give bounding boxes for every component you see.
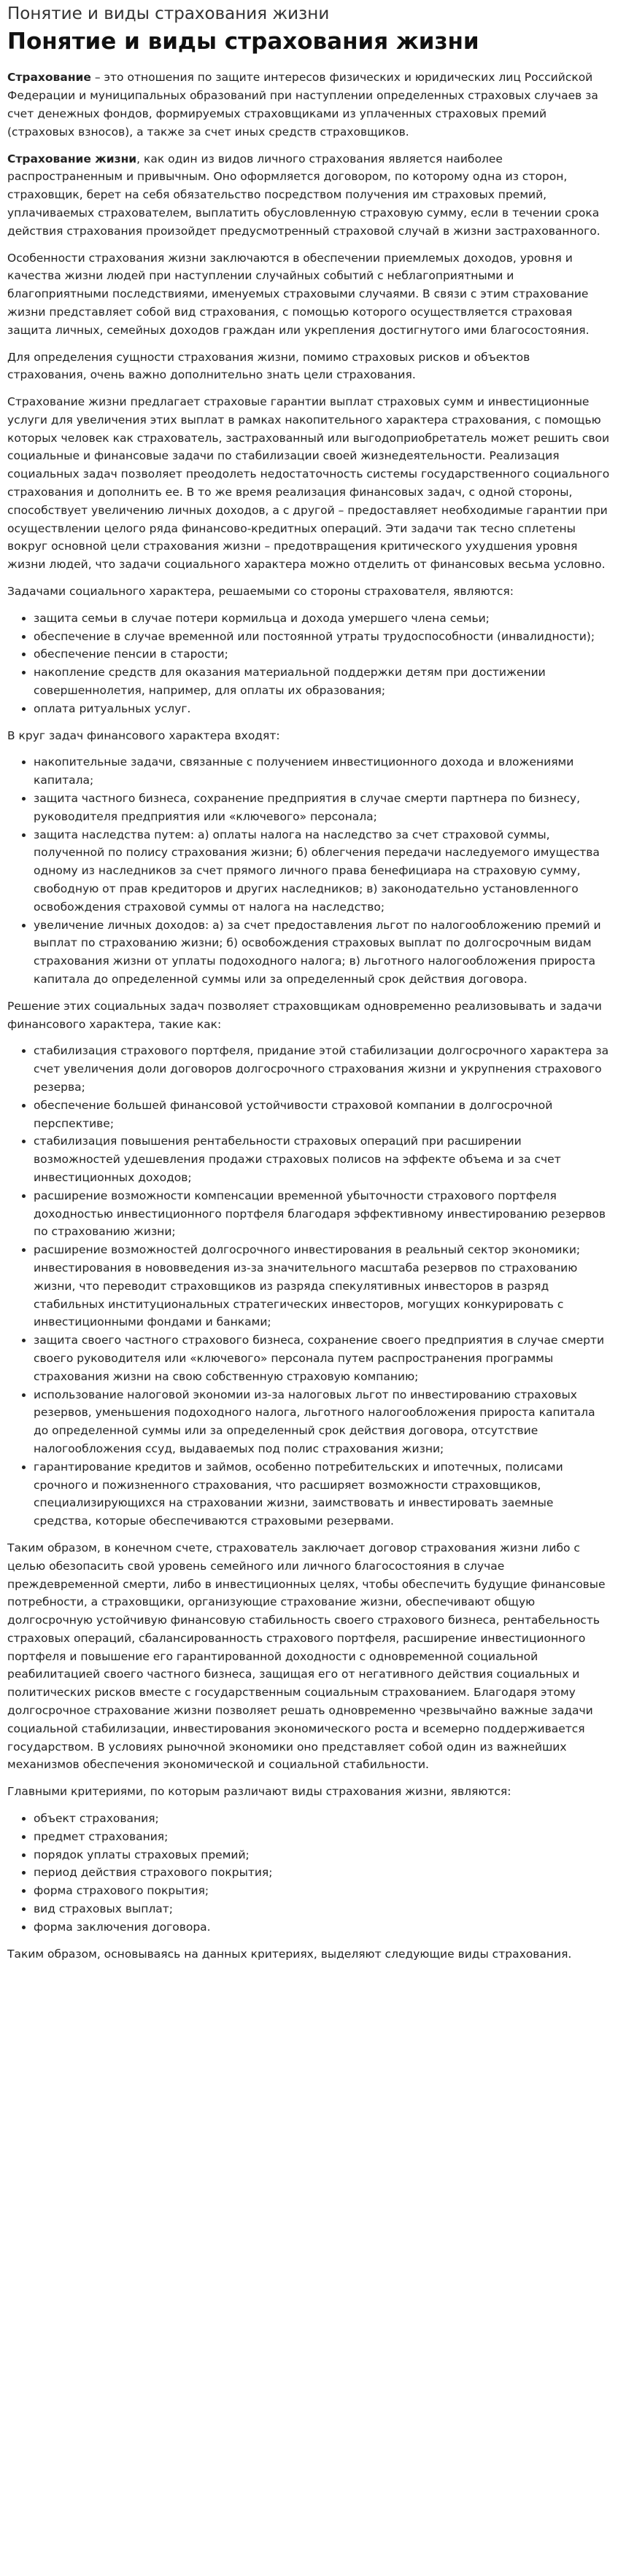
- definition-text: – это отношения по защите интересов физических и юридических лиц Российской Федерации и муниципальных образований при наступлении определенных страховых случаев за счет денежных фондов, формируемых страховщиками из уплаченных страховых премий (страховых взносов), а также за счет иных средств страховщиков.: [7, 71, 598, 139]
- life-insurance-text: , как один из видов личного страхования является наиболее распространенным и привычным. Оно оформляется договором, по которому одна из сторон, страховщик, берет на себя обязательство посредством получения им страховых премий, уплачиваемых страхователем, выплатить обусловленную страховую сумму, если в течении срока действия страхования произойдет предусмотренный страховой случай в жизни застрахованного.: [7, 152, 600, 238]
- list-item: • накопительные задачи, связанные с получением инвестиционного дохода и вложениями капитала;: [34, 753, 611, 790]
- list-item: • защита своего частного страхового бизнеса, сохранение своего предприятия в случае смерти своего руководителя или «ключевого» персонала путем распространения программы страхования жизни на свою собственную страховую компанию;: [34, 1331, 611, 1385]
- list-item: • стабилизация повышения рентабельности страховых операций при расширении возможностей удешевления продажи страховых полисов на эффекте объема и за счет инвестиционных доходов;: [34, 1132, 611, 1186]
- list-item: • стабилизация страхового портфеля, придание этой стабилизации долгосрочного характера за счет увеличения доли договоров долгосрочного страхования жизни и укрупнения страхового резерва;: [34, 1042, 611, 1096]
- insurer-tasks-intro: Решение этих социальных задач позволяет страховщикам одновременно реализовывать и задачи финансового характера, такие как:: [7, 999, 602, 1031]
- list-item: • увеличение личных доходов: а) за счет предоставления льгот по налогообложению премий и выплат по страхованию жизни; б) освобождения страховых выплат по долгосрочным видам страхования жизни от уплаты подоходного налога; в) льготного налогообложения прироста капитала до определенной суммы или за определенный срок действия договора.: [34, 917, 611, 989]
- list-item: • объект страхования;: [34, 1810, 611, 1828]
- paragraph-goals: Для определения сущности страхования жизни, помимо страховых рисков и объектов страхования, очень важно дополнительно знать цели страхования.: [7, 350, 530, 382]
- paragraph-life-insurance: [7, 150, 611, 241]
- page-heading: Понятие и виды страхования жизни: [7, 4, 330, 23]
- term-insurance: Страхование: [7, 71, 91, 85]
- financial-tasks-intro: В круг задач финансового характера входят:: [7, 728, 280, 742]
- list-item: • защита семьи в случае потери кормильца и дохода умершего члена семьи;: [34, 610, 611, 628]
- list-item: • расширение возможности компенсации временной убыточности страхового портфеля доходностью инвестиционного портфеля благодаря эффективному инвестированию резервов по страхованию жизни;: [34, 1187, 611, 1241]
- list-item: • защита наследства путем: а) оплаты налога на наследство за счет страховой суммы, полученной по полису страхования жизни; б) облегчения передачи наследуемого имущества одному из наследников за счет прямого личного права бенефициара на страховую сумму, свободную от прав кредиторов и других наследников; в) законодательно установленного освобождения страховой суммы от налога на наследство;: [34, 826, 611, 917]
- list-item: • накопление средств для оказания материальной поддержки детям при достижении совершеннолетия, например, для оплаты их образования;: [34, 664, 611, 700]
- list-item: • форма заключения договора.: [34, 1918, 611, 1937]
- list-item: • период действия страхового покрытия;: [34, 1864, 611, 1882]
- criteria-list: [7, 1810, 611, 1937]
- paragraph-guarantees: Страхование жизни предлагает страховые гарантии выплат страховых сумм и инвестиционные услуги для увеличения этих выплат в рамках накопительного характера страхования, с помощью которых человек как страхователь, застрахованный или выгодоприобретатель может решить свои социальные и финансовые задачи по стабилизации своей жизнедеятельности. Реализация социальных задач позволяет преодолеть недостаточность системы государственного социального страхования и дополнить ее. В то же время реализация финансовых задач, с одной стороны, способствует увеличению личных доходов, а с другой – предоставляет необходимые гарантии при осуществлении целого ряда финансово-кредитных операций. Эти задачи так тесно сплетены вокруг основной цели страхования жизни – предотвращения критического ухудшения уровня жизни людей, что задачи социального характера можно отделить от финансовых весьма условно.: [7, 395, 610, 572]
- article-title: Понятие и виды страхования жизни: [7, 28, 479, 55]
- financial-tasks-list: [7, 753, 611, 988]
- list-item: • защита частного бизнеса, сохранение предприятия в случае смерти партнера по бизнесу, руководителя предприятия или «ключевого» персонала;: [34, 790, 611, 826]
- paragraph-final: Таким образом, основываясь на данных критериях, выделяют следующие виды страхования.: [7, 1947, 572, 1961]
- list-item: • оплата ритуальных услуг.: [34, 700, 611, 718]
- insurer-tasks-list: [7, 1042, 611, 1530]
- list-item: • использование налоговой экономии из-за налоговых льгот по инвестированию страховых резервов, уменьшения подоходного налога, льготного налогообложения прироста капитала до определенной суммы или за определенный срок действия договора, отсутствие налогообложения ссуд, выдаваемых под полис страхования жизни;: [34, 1386, 611, 1458]
- list-item: • гарантирование кредитов и займов, особенно потребительских и ипотечных, полисами срочного и пожизненного страхования, что расширяет возможности страховщиков, специализирующихся на страховании жизни, заимствовать и инвестировать заемные средства, которые обеспечиваются страховыми резервами.: [34, 1458, 611, 1530]
- paragraph-definition: [7, 69, 611, 141]
- social-tasks-intro: Задачами социального характера, решаемыми со стороны страхователя, являются:: [7, 585, 514, 599]
- social-tasks-list: [7, 610, 611, 718]
- list-item: • форма страхового покрытия;: [34, 1882, 611, 1900]
- list-item: • обеспечение пенсии в старости;: [34, 645, 611, 664]
- list-item: • обеспечение большей финансовой устойчивости страховой компании в долгосрочной перспективе;: [34, 1097, 611, 1133]
- criteria-intro: Главными критериями, по которым различают виды страхования жизни, являются:: [7, 1785, 511, 1799]
- paragraph-features: Особенности страхования жизни заключаются в обеспечении приемлемых доходов, уровня и качества жизни людей при наступлении случайных событий с неблагоприятными и благоприятными последствиями, именуемых страховыми случаями. В связи с этим страхование жизни представляет собой вид страхования, с помощью которого осуществляется страховая защита личных, семейных доходов граждан или укрепления достигнутого ими благосостояния.: [7, 251, 590, 337]
- list-item: • предмет страхования;: [34, 1828, 611, 1846]
- term-life-insurance: Страхование жизни: [7, 152, 137, 166]
- list-item: • расширение возможностей долгосрочного инвестирования в реальный сектор экономики; инвестирования в нововведения из-за значительного масштаба резервов по страхованию жизни, что переводит страховщиков из разряда спекулятивных инвесторов в разряд стабильных институциональных стратегических инвесторов, могущих конкурировать с инвестиционными фондами и банками;: [34, 1241, 611, 1331]
- list-item: • обеспечение в случае временной или постоянной утраты трудоспособности (инвалидности);: [34, 628, 611, 646]
- list-item: • вид страховых выплат;: [34, 1900, 611, 1918]
- paragraph-conclusion: Таким образом, в конечном счете, страхователь заключает договор страхования жизни либо с целью обезопасить свой уровень семейного или личного благосостояния в случае преждевременной смерти, либо в инвестиционных целях, чтобы обеспечить будущие финансовые потребности, а страховщики, организующие страхование жизни, обеспечивают общую долгосрочную устойчивую финансовую стабильность своего страхового бизнеса, рентабельность страховых операций, сбалансированность страхового портфеля, расширение инвестиционного портфеля и повышение его гарантированной доходности с одновременной социальной реабилитацией своего частного бизнеса, защищая его от негативного действия социальных и политических рисков вместе с государственным социальным страхованием. Благодаря этому долгосрочное страхование жизни позволяет решать одновременно чрезвычайно важные задачи социальной стабилизации, инвестирования экономического роста и всемерно поддерживается государством. В условиях рыночной экономики оно представляет собой один из важнейших механизмов обеспечения экономической и социальной стабильности.: [7, 1541, 606, 1772]
- list-item: • порядок уплаты страховых премий;: [34, 1846, 611, 1864]
